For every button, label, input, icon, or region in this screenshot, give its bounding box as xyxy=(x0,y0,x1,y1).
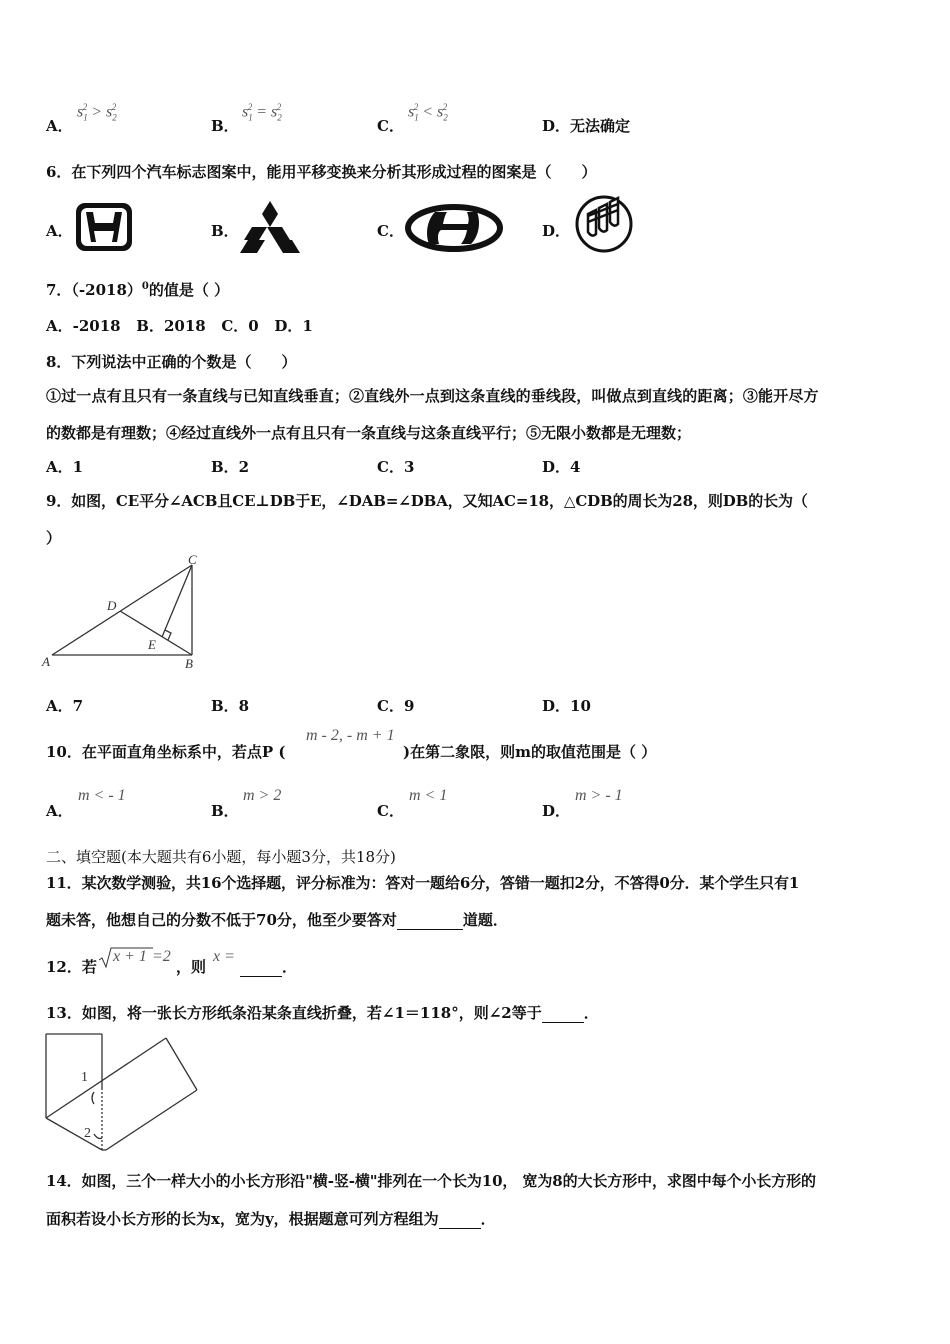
q7-stem-pre: 7．（-2018） xyxy=(46,281,142,299)
section-2-heading: 二、填空题(本大题共有6小题，每小题3分，共18分) xyxy=(46,848,396,866)
q6-c-label: C． xyxy=(377,222,404,240)
q14-line1: 14．如图，三个一样大小的小长方形沿"横-竖-横"排列在一个长为10， 宽为8的大长方形中，求图中每个小长方形的 xyxy=(46,1172,816,1190)
q6-stem: 6．在下列四个汽车标志图案中，能用平移变换来分析其形成过程的图案是（ ） xyxy=(46,163,597,181)
q14-answer-blank[interactable] xyxy=(439,1214,481,1229)
q10-coordinate: m - 2, - m + 1 xyxy=(306,727,395,744)
honda-logo-icon xyxy=(74,201,134,253)
q10-b-expr: m > 2 xyxy=(243,787,282,804)
q10-d-expr: m > - 1 xyxy=(575,787,623,804)
buick-logo-icon xyxy=(574,194,634,254)
q12-equals: =2 xyxy=(152,948,171,965)
q7-stem-post: 的值是（ ） xyxy=(148,281,230,299)
q9-stem-line1: 9．如图，CE平分∠ACB且CE⊥DB于E，∠DAB=∠DBA，又知AC=18，△CDB的周长为28，则DB的长为（ xyxy=(46,492,808,510)
q5-b-expr: $s_1^2 = s_2^2$ xyxy=(242,102,282,123)
q13-stem xyxy=(46,1002,599,1023)
q10-c-label: C． xyxy=(377,802,404,820)
q9-label-a: A xyxy=(42,654,50,669)
q9-option-d: D．10 xyxy=(542,697,591,715)
q7-exponent: 0 xyxy=(141,281,149,292)
q12-end: ． xyxy=(282,958,298,976)
q12-answer xyxy=(240,956,297,977)
q5-option-a xyxy=(46,115,73,136)
q13-angle-2-label: 2 xyxy=(84,1126,91,1141)
q14-end: ． xyxy=(480,1210,496,1228)
q9-triangle-figure xyxy=(40,552,210,674)
q5-c-op: < xyxy=(422,103,434,121)
q5-a-label: A． xyxy=(46,117,73,135)
q5-b-op: = xyxy=(256,103,268,121)
q7-stem xyxy=(46,279,229,300)
q7-options: A．-2018 B．2018 C．0 D．1 xyxy=(46,317,313,335)
q9-option-a: A．7 xyxy=(46,697,84,715)
q13-end: ． xyxy=(583,1004,599,1022)
q5-b-label: B． xyxy=(211,117,239,135)
q10-b-label: B． xyxy=(211,802,239,820)
q12-answer-blank[interactable] xyxy=(240,962,282,977)
q12-radicand: x + 1 xyxy=(113,948,147,965)
q6-a-label: A． xyxy=(46,222,73,240)
q8-option-c: C．3 xyxy=(377,458,415,476)
q5-c-label: C． xyxy=(377,117,404,135)
q12-mid: ，则 xyxy=(176,958,207,976)
q9-stem-line2: ） xyxy=(46,529,62,547)
q11-line2-text: 题未答，他想自己的分数不低于70分，他至少要答对 xyxy=(46,911,397,929)
q9-label-c: C xyxy=(188,552,197,567)
q8-statements-line1: ①过一点有且只有一条直线与已知直线垂直；②直线外一点到这条直线的垂线段，叫做点到直线的距离；③能开尽方 xyxy=(46,387,819,405)
q13-folded-strip-figure xyxy=(42,1030,202,1152)
q9-label-b: B xyxy=(185,656,193,671)
q9-option-c: C．9 xyxy=(377,697,415,715)
q6-d-label: D． xyxy=(542,222,571,240)
q5-d-label: D． xyxy=(542,117,571,135)
q5-option-b xyxy=(211,115,239,136)
q14-line2-text: 面积若设小长方形的长为x，宽为y，根据题意可列方程组为 xyxy=(46,1210,439,1228)
q5-d-text: 无法确定 xyxy=(570,117,631,135)
hyundai-logo-icon xyxy=(405,204,503,252)
q8-option-a: A．1 xyxy=(46,458,84,476)
mitsubishi-logo-icon xyxy=(238,200,302,254)
q11-answer-blank[interactable] xyxy=(397,915,463,930)
q5-option-c xyxy=(377,115,404,136)
q10-stem-pre: 10．在平面直角坐标系中，若点P ( xyxy=(46,743,286,761)
q9-label-e: E xyxy=(148,637,156,652)
q6-b-label: B． xyxy=(211,222,239,240)
q12-var: x = xyxy=(213,948,235,965)
q14-line2 xyxy=(46,1208,496,1229)
q9-label-d: D xyxy=(107,598,117,613)
q9-option-b: B．8 xyxy=(211,697,250,715)
q8-option-d: D．4 xyxy=(542,458,581,476)
q8-statements-line2: 的数都是有理数；④经过直线外一点有且只有一条直线与这条直线平行；⑤无限小数都是无理数； xyxy=(46,424,692,442)
q5-c-expr: $s_1^2 < s_2^2$ xyxy=(408,102,448,123)
q13-answer-blank[interactable] xyxy=(542,1008,584,1023)
q5-a-op: > xyxy=(91,103,103,121)
q10-d-label: D． xyxy=(542,802,571,820)
q8-stem: 8．下列说法中正确的个数是（ ） xyxy=(46,353,297,371)
q13-stem-text: 13．如图，将一张长方形纸条沿某条直线折叠，若∠1＝118°，则∠2等于 xyxy=(46,1004,542,1022)
q5-option-d xyxy=(542,115,630,136)
q10-stem-post: )在第二象限，则m的取值范围是（ ） xyxy=(403,743,657,761)
q11-line1: 11．某次数学测验，共16个选择题，评分标准为：答对一题给6分，答错一题扣2分，不答得0分．某个学生只有1 xyxy=(46,874,800,892)
q11-line2 xyxy=(46,909,508,930)
q10-a-label: A． xyxy=(46,802,73,820)
q8-option-b: B．2 xyxy=(211,458,250,476)
q13-angle-1-label: 1 xyxy=(81,1070,88,1085)
q5-a-expr: $s_1^2 > s_2^2$ xyxy=(77,102,117,123)
q12-pre: 12．若 xyxy=(46,958,97,976)
q10-a-expr: m < - 1 xyxy=(78,787,126,804)
q11-line2-end: 道题． xyxy=(462,911,508,929)
q10-c-expr: m < 1 xyxy=(409,787,448,804)
